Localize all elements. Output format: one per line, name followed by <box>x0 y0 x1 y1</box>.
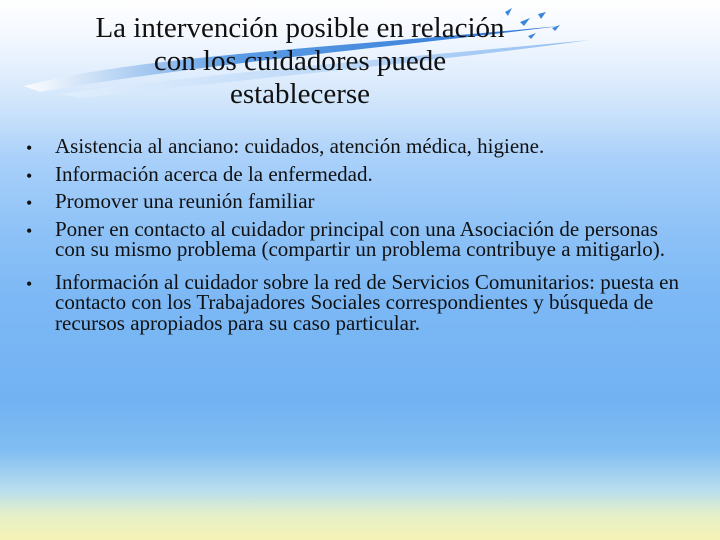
bullet-text: Información acerca de la enfermedad. <box>55 161 373 186</box>
bullet-icon: • <box>26 220 33 241</box>
list-item <box>26 191 686 212</box>
list-item <box>26 216 686 262</box>
slide-title: La intervención posible en relación con los cuidadores puede establecerse <box>95 12 505 110</box>
list-item <box>26 269 686 336</box>
bullet-text: Poner en contacto al cuidador principal con una Asociación de personas con su mismo problema (compartir un problema contribuye a mitigarlo). <box>55 216 666 262</box>
list-item <box>26 136 686 157</box>
bullet-text: Asistencia al anciano: cuidados, atención médica, higiene. <box>55 134 545 158</box>
bullet-list <box>26 136 686 341</box>
bullet-text: Información al cuidador sobre la red de Servicios Comunitarios: puesta en contacto con los Trabajadores Sociales correspondientes y búsqueda de recursos apropiados para su caso particular. <box>55 269 679 336</box>
bullet-icon: • <box>26 165 33 186</box>
list-item <box>26 161 686 186</box>
bullet-icon: • <box>26 138 33 158</box>
bullet-text: Promover una reunión familiar <box>55 189 315 214</box>
bullet-icon: • <box>26 273 33 294</box>
bullet-icon: • <box>26 193 33 214</box>
